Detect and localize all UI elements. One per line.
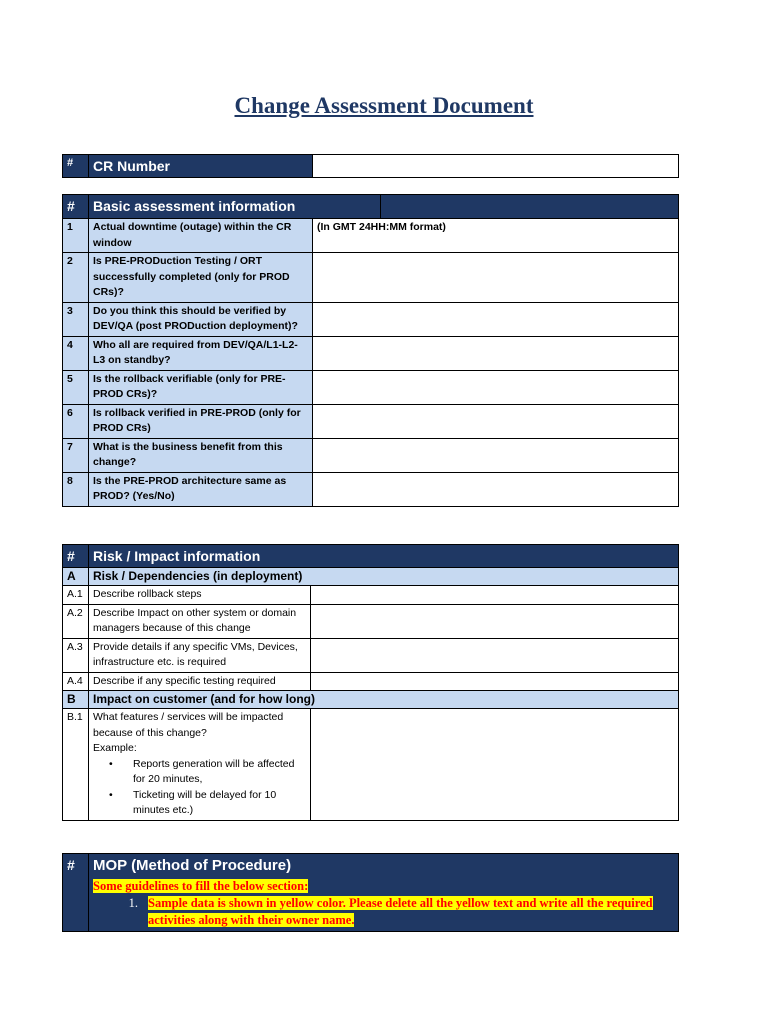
table-row bbox=[63, 472, 679, 506]
row-answer-field[interactable] bbox=[313, 438, 679, 472]
row-number: 8 bbox=[63, 472, 89, 506]
row-question: What is the business benefit from this change? bbox=[89, 438, 313, 472]
basic-hash: # bbox=[63, 195, 89, 219]
mop-item-text: Sample data is shown in yellow color. Please delete all the yellow text and write all the required activities along with their owner name. bbox=[148, 896, 653, 927]
row-number: 7 bbox=[63, 438, 89, 472]
row-answer-field[interactable] bbox=[313, 302, 679, 336]
table-row bbox=[63, 253, 679, 303]
table-row bbox=[63, 438, 679, 472]
risk-impact-table bbox=[62, 544, 679, 821]
mop-guidelines-label: Some guidelines to fill the below section: bbox=[93, 879, 309, 893]
row-question: Do you think this should be verified by DEV/QA (post PRODuction deployment)? bbox=[89, 302, 313, 336]
table-row bbox=[63, 709, 679, 821]
mop-table bbox=[62, 853, 679, 932]
row-answer-field[interactable] bbox=[313, 404, 679, 438]
list-item: • Ticketing will be delayed for 10 minutes etc.) bbox=[109, 788, 277, 816]
bullet-glyph: • bbox=[109, 757, 113, 770]
table-row bbox=[63, 370, 679, 404]
list-item bbox=[93, 895, 674, 929]
row-answer-field[interactable]: (In GMT 24HH:MM format) bbox=[313, 219, 679, 253]
row-answer-field[interactable] bbox=[313, 370, 679, 404]
table-row bbox=[63, 604, 679, 638]
section-b-label: Impact on customer (and for how long) bbox=[89, 691, 679, 709]
cr-number-label: CR Number bbox=[89, 155, 313, 178]
table-row bbox=[63, 404, 679, 438]
row-question: Is rollback verified in PRE-PROD (only for PROD CRs) bbox=[89, 404, 313, 438]
bullet-glyph: • bbox=[109, 788, 113, 801]
row-number: 2 bbox=[63, 253, 89, 303]
mop-hash: # bbox=[63, 854, 89, 932]
row-answer-field[interactable] bbox=[313, 336, 679, 370]
table-row bbox=[63, 586, 679, 605]
b1-bullet-list bbox=[93, 757, 306, 819]
risk-header: Risk / Impact information bbox=[89, 545, 679, 568]
b1-example-label: Example: bbox=[93, 742, 137, 754]
row-question: Describe rollback steps bbox=[89, 586, 311, 605]
section-a-letter: A bbox=[63, 568, 89, 586]
basic-assessment-table bbox=[62, 194, 679, 507]
basic-header-filler bbox=[381, 195, 679, 219]
document-title: Change Assessment Document bbox=[234, 93, 534, 118]
table-row bbox=[63, 672, 679, 691]
row-answer-field[interactable] bbox=[313, 253, 679, 303]
row-number: A.4 bbox=[63, 672, 89, 691]
row-question: Describe Impact on other system or domain managers because of this change bbox=[89, 604, 311, 638]
cr-number-field[interactable] bbox=[313, 155, 679, 178]
row-number: B.1 bbox=[63, 709, 89, 821]
row-number: 1 bbox=[63, 219, 89, 253]
cr-number-table bbox=[62, 154, 679, 178]
row-question: Describe if any specific testing required bbox=[89, 672, 311, 691]
b1-answer-field[interactable] bbox=[311, 709, 679, 821]
row-answer-field[interactable] bbox=[311, 586, 679, 605]
row-number: A.3 bbox=[63, 638, 89, 672]
row-question: Is the rollback verifiable (only for PRE-PROD CRs)? bbox=[89, 370, 313, 404]
table-row bbox=[63, 302, 679, 336]
row-number: 6 bbox=[63, 404, 89, 438]
row-number: 3 bbox=[63, 302, 89, 336]
row-question: Is PRE-PRODuction Testing / ORT successfully completed (only for PROD CRs)? bbox=[89, 253, 313, 303]
row-number: 5 bbox=[63, 370, 89, 404]
row-question bbox=[89, 709, 311, 821]
row-answer-field[interactable] bbox=[313, 472, 679, 506]
section-a-label: Risk / Dependencies (in deployment) bbox=[89, 568, 679, 586]
row-number: A.1 bbox=[63, 586, 89, 605]
risk-hash: # bbox=[63, 545, 89, 568]
table-row bbox=[63, 638, 679, 672]
section-b-letter: B bbox=[63, 691, 89, 709]
table-row bbox=[63, 219, 679, 253]
row-question: Is the PRE-PROD architecture same as PROD? (Yes/No) bbox=[89, 472, 313, 506]
row-question: Actual downtime (outage) within the CR window bbox=[89, 219, 313, 253]
row-question: Provide details if any specific VMs, Devices, infrastructure etc. is required bbox=[89, 638, 311, 672]
row-answer-field[interactable] bbox=[311, 604, 679, 638]
b1-question: What features / services will be impacted because of this change? bbox=[93, 711, 284, 739]
mop-header: MOP (Method of Procedure) bbox=[89, 854, 679, 878]
row-answer-field[interactable] bbox=[311, 638, 679, 672]
cr-hash: # bbox=[63, 155, 89, 178]
row-answer-field[interactable] bbox=[311, 672, 679, 691]
row-number: 4 bbox=[63, 336, 89, 370]
mop-item-number: 1. bbox=[128, 896, 138, 910]
table-row bbox=[63, 336, 679, 370]
row-question: Who all are required from DEV/QA/L1-L2-L3 on standby? bbox=[89, 336, 313, 370]
basic-header: Basic assessment information bbox=[89, 195, 381, 219]
list-item: • Reports generation will be affected for 20 minutes, bbox=[109, 757, 295, 785]
mop-body bbox=[89, 877, 679, 932]
row-number: A.2 bbox=[63, 604, 89, 638]
